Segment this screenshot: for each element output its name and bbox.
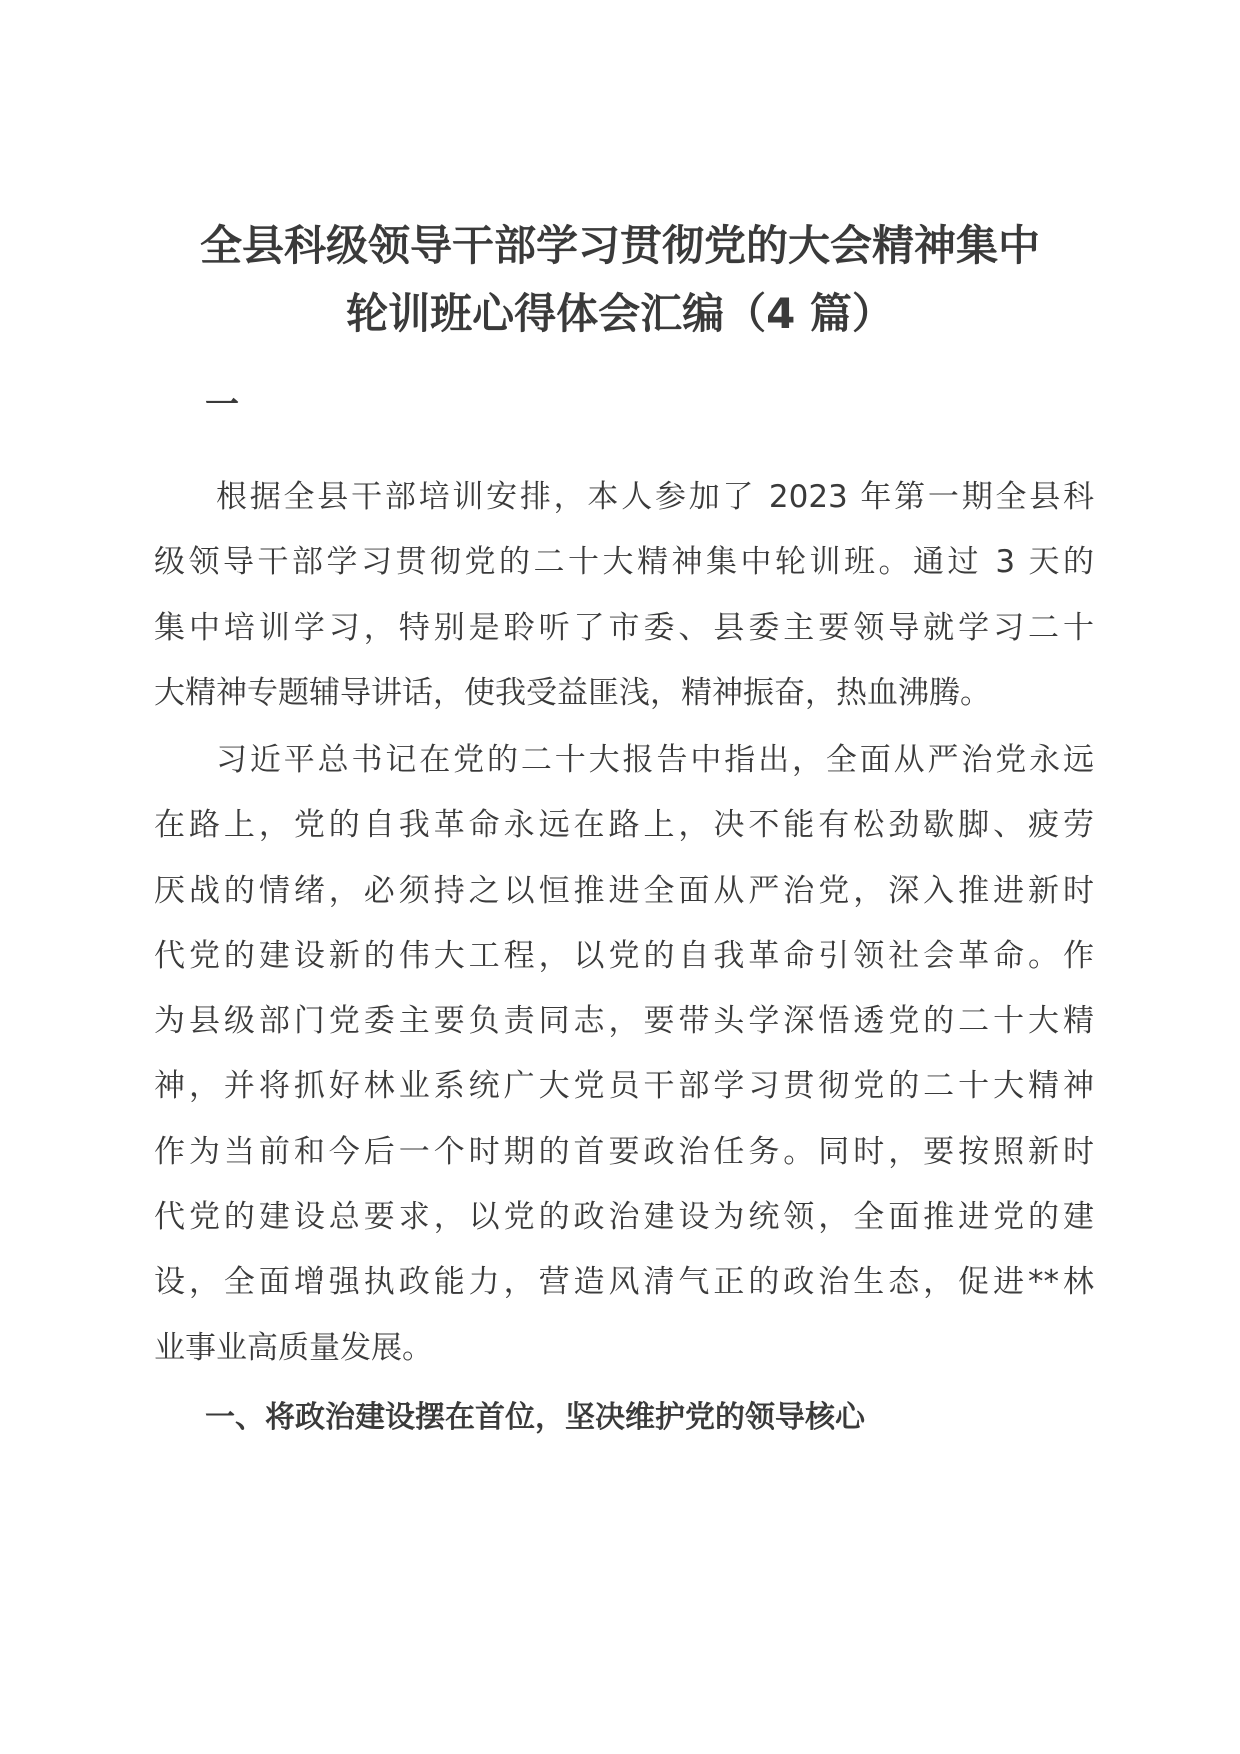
paragraph-line: 作为当前和今后一个时期的首要政治任务。同时，要按照新时 — [154, 1133, 1094, 1170]
paragraph-line: 神，并将抓好林业系统广大党员干部学习贯彻党的二十大精神 — [154, 1068, 1094, 1105]
paragraph-line: 代党的建设总要求，以党的政治建设为统领，全面推进党的建 — [154, 1199, 1094, 1236]
paragraph-line: 厌战的情绪，必须持之以恒推进全面从严治党，深入推进新时 — [154, 872, 1094, 909]
paragraph-line: 设，全面增强执政能力，营造风清气正的政治生态，促进**林 — [154, 1264, 1094, 1301]
paragraph-line: 习近平总书记在党的二十大报告中指出，全面从严治党永远 — [216, 742, 1094, 778]
paragraph-line: 级领导干部学习贯彻党的二十大精神集中轮训班。通过 3 天的 — [154, 544, 1094, 581]
paragraph-line: 为县级部门党委主要负责同志，要带头学深悟透党的二十大精 — [154, 1003, 1094, 1040]
section-heading-1: 一、将政治建设摆在首位，坚决维护党的领导核心 — [205, 1400, 865, 1435]
paragraph-line: 代党的建设新的伟大工程，以党的自我革命引领社会革命。作 — [154, 937, 1094, 974]
paragraph-line: 根据全县干部培训安排，本人参加了 2023 年第一期全县科 — [216, 479, 1094, 515]
section-number: 一 — [205, 385, 239, 425]
document-title — [140, 212, 1100, 348]
paragraph-line: 集中培训学习，特别是聆听了市委、县委主要领导就学习二十 — [154, 609, 1094, 646]
paragraph-line: 大精神专题辅导讲话，使我受益匪浅，精神振奋，热血沸腾。 — [154, 674, 991, 711]
title-line-2: 轮训班心得体会汇编（4 篇） — [346, 289, 894, 338]
paragraph-line: 业事业高质量发展。 — [154, 1329, 433, 1366]
paragraph-line: 在路上，党的自我革命永远在路上，决不能有松劲歇脚、疲劳 — [154, 807, 1094, 844]
title-line-1: 全县科级领导干部学习贯彻党的大会精神集中 — [199, 221, 1040, 270]
paragraph-main — [154, 728, 1094, 1381]
paragraph-intro — [154, 465, 1094, 726]
